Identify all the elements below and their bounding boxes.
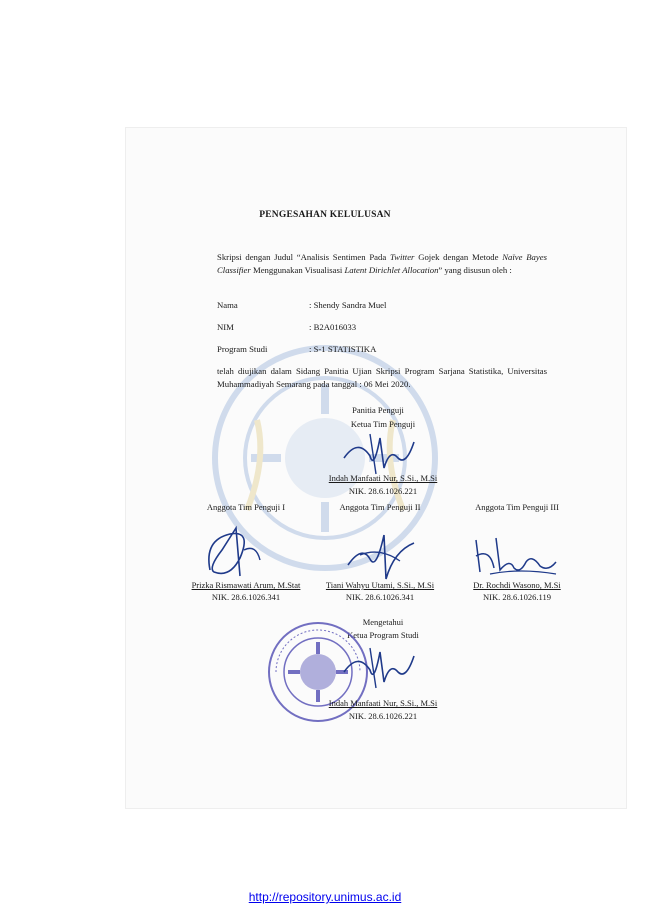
exam-statement: telah diujikan dalam Sidang Panitia Ujian Skripsi Program Sarjana Statistika, Universitas Muhammadiyah Semarang pada tanggal : 06 Mei 2020. (217, 366, 547, 389)
anggota-3-nik: NIK. 28.6.1026.119 (483, 592, 551, 602)
kaprodi-label: Ketua Program Studi (347, 630, 419, 640)
field-label: NIM (217, 322, 234, 332)
field-value: : Shendy Sandra Muel (309, 300, 387, 310)
anggota-3-name: Dr. Rochdi Wasono, M.Si (473, 580, 561, 590)
anggota-3-role: Anggota Tim Penguji III (475, 502, 559, 512)
intro-italic-3: Latent Dirichlet Allocation (344, 265, 439, 275)
kaprodi-nik: NIK. 28.6.1026.221 (348, 711, 418, 721)
intro-text-3: Menggunakan Visualisasi (250, 265, 345, 275)
anggota-1-signature (200, 520, 270, 582)
field-label: Program Studi (217, 344, 268, 354)
anggota-2-name: Tiani Wahyu Utami, S.Si., M.Si (325, 580, 435, 590)
field-value: : B2A016033 (309, 322, 357, 332)
anggota-3-signature (470, 528, 560, 580)
page-title: PENGESAHAN KELULUSAN (259, 210, 391, 220)
thesis-intro (217, 251, 547, 277)
ketua-signature (340, 428, 420, 476)
kaprodi-name: Indah Manfaati Nur, S.Si., M.Si (328, 698, 438, 708)
intro-text-4: ” yang disusun oleh : (438, 265, 512, 275)
mengetahui-label: Mengetahui (362, 617, 404, 627)
anggota-2-role: Anggota Tim Penguji II (339, 502, 421, 512)
field-value: : S-1 STATISTIKA (309, 344, 377, 354)
anggota-1-role: Anggota Tim Penguji I (206, 502, 286, 512)
repository-link[interactable]: http://repository.unimus.ac.id (248, 890, 402, 904)
kaprodi-signature (340, 640, 420, 690)
field-label: Nama (217, 300, 238, 310)
anggota-2-signature (340, 525, 420, 583)
panitia-label: Panitia Penguji (352, 405, 404, 415)
intro-italic-2: Naïve Bayes Classifier (217, 252, 547, 275)
anggota-1-nik: NIK. 28.6.1026.341 (211, 592, 281, 602)
anggota-1-name: Prizka Rismawati Arum, M.Stat (191, 580, 301, 590)
intro-italic-1: Twitter (389, 252, 415, 262)
ketua-nik: NIK. 28.6.1026.221 (348, 486, 418, 496)
ketua-tim-label: Ketua Tim Penguji (350, 419, 416, 429)
ketua-name: Indah Manfaati Nur, S.Si., M.Si (328, 473, 438, 483)
anggota-2-nik: NIK. 28.6.1026.341 (345, 592, 415, 602)
intro-text-1: Skripsi dengan Judul “Analisis Sentimen Pada (217, 252, 390, 262)
intro-text-2: Gojek dengan Metode (414, 252, 503, 262)
